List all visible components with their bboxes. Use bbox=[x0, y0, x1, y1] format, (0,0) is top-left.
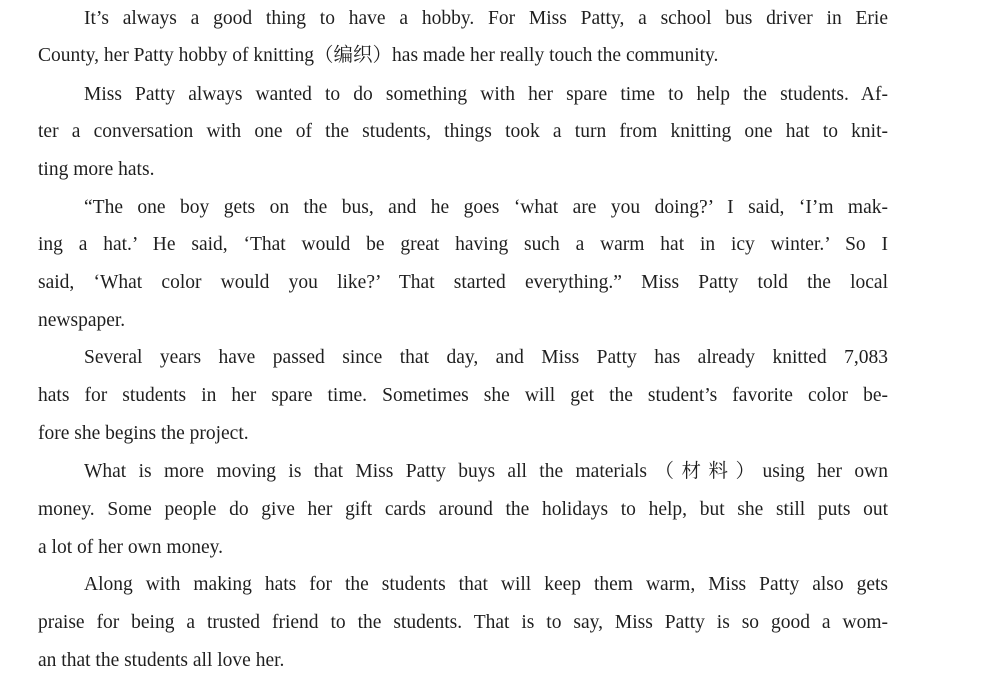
passage-line: ter a conversation with one of the students, things took a turn from knitting one hat to knit- bbox=[38, 121, 888, 142]
passage-line: ing a hat.’ He said, ‘That would be great having such a warm hat in icy winter.’ So I bbox=[38, 234, 888, 255]
passage-line: Miss Patty always wanted to do something with her spare time to help the students. Af- bbox=[84, 84, 888, 105]
passage-line: “The one boy gets on the bus, and he goes ‘what are you doing?’ I said, ‘I’m mak- bbox=[84, 197, 888, 218]
passage-line: said, ‘What color would you like?’ That started everything.” Miss Patty told the local bbox=[38, 272, 888, 293]
passage-line: County, her Patty hobby of knitting（编织）has made her really touch the community. bbox=[38, 45, 719, 66]
passage-line: a lot of her own money. bbox=[38, 537, 224, 558]
passage-line: Several years have passed since that day, and Miss Patty has already knitted 7,083 bbox=[84, 347, 888, 368]
passage-line: money. Some people do give her gift cards around the holidays to help, but she still puts out bbox=[38, 499, 888, 520]
passage-line: an that the students all love her. bbox=[38, 650, 285, 671]
passage-line: fore she begins the project. bbox=[38, 423, 249, 444]
passage-line: newspaper. bbox=[38, 310, 126, 331]
passage-line: hats for students in her spare time. Sometimes she will get the student’s favorite color be- bbox=[38, 385, 888, 406]
passage-line: Along with making hats for the students that will keep them warm, Miss Patty also gets bbox=[84, 574, 888, 595]
passage-line: praise for being a trusted friend to the students. That is to say, Miss Patty is so good a wom- bbox=[38, 612, 888, 633]
passage-line: It’s always a good thing to have a hobby. For Miss Patty, a school bus driver in Erie bbox=[84, 8, 888, 29]
passage-line: What is more moving is that Miss Patty buys all the materials（材料）using her own bbox=[84, 461, 888, 482]
passage-line: ting more hats. bbox=[38, 159, 155, 180]
